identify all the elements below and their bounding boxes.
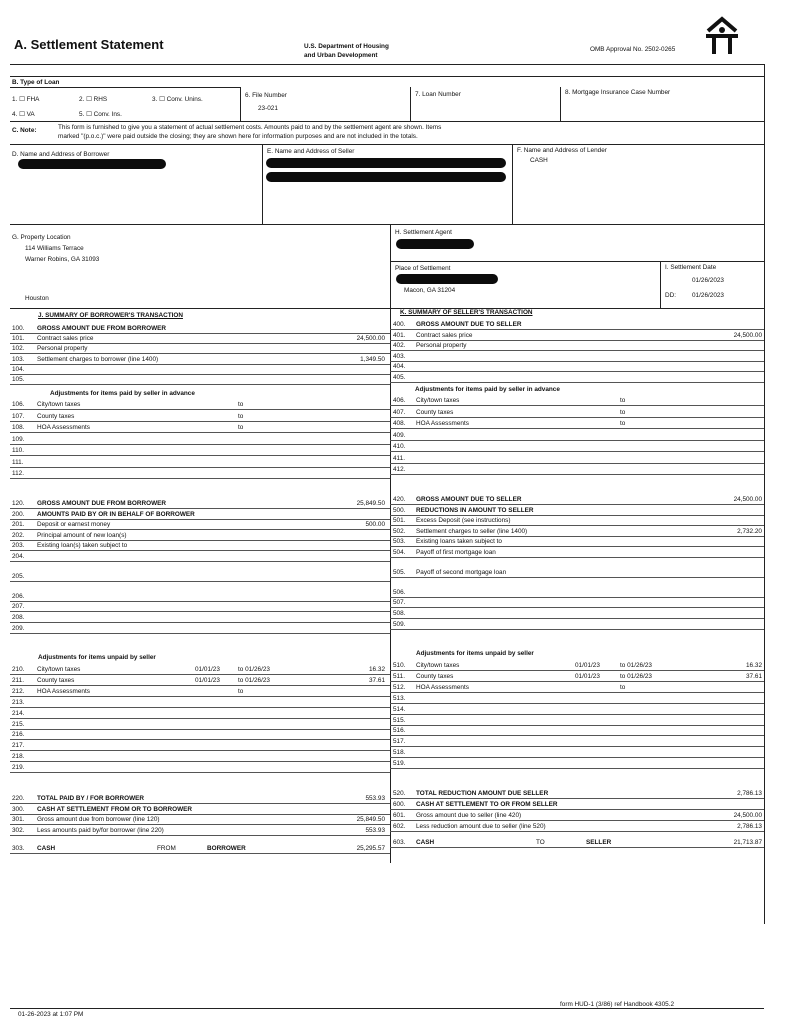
row-number: 104. bbox=[12, 365, 25, 373]
row-label: Less amounts paid by/for borrower (line 220) bbox=[37, 826, 164, 834]
row-from-word: TO bbox=[536, 839, 545, 846]
row-to-date: to bbox=[620, 397, 626, 404]
row-label: County taxes bbox=[416, 408, 454, 416]
adjustments-title: Adjustments for items paid by seller in advance bbox=[50, 390, 195, 398]
row-number: 406. bbox=[393, 397, 406, 404]
row-number: 520. bbox=[393, 790, 406, 797]
lender-label: F. Name and Address of Lender bbox=[517, 147, 607, 154]
row-number: 301. bbox=[12, 816, 25, 823]
row-label: Gross amount due from borrower (line 120) bbox=[37, 816, 160, 823]
row-who: BORROWER bbox=[207, 844, 246, 852]
row-number: 507. bbox=[393, 599, 406, 607]
settlement-date-value: 01/26/2023 bbox=[692, 277, 724, 284]
row-amount: 2,786.13 bbox=[737, 823, 762, 830]
note-label: C. Note: bbox=[12, 127, 37, 134]
row-number: 107. bbox=[12, 412, 25, 420]
row-number: 517. bbox=[393, 738, 406, 746]
row-number: 300. bbox=[12, 805, 25, 813]
file-number-value: 23-021 bbox=[258, 105, 278, 112]
row-number: 106. bbox=[12, 401, 25, 409]
row-number: 217. bbox=[12, 742, 25, 750]
row-number: 506. bbox=[393, 588, 406, 596]
row-to-date: to bbox=[238, 401, 244, 409]
row-number: 203. bbox=[12, 542, 25, 550]
row-number: 102. bbox=[12, 345, 25, 353]
redacted-seller-2 bbox=[266, 172, 506, 182]
row-number: 504. bbox=[393, 548, 406, 556]
row-label: City/town taxes bbox=[37, 666, 81, 673]
row-number: 109. bbox=[12, 435, 25, 443]
row-amount: 1,349.50 bbox=[360, 355, 385, 363]
property-line-3: Houston bbox=[25, 295, 49, 302]
row-number: 402. bbox=[393, 342, 406, 349]
row-to-date: to 01/26/23 bbox=[620, 662, 652, 669]
page-title: A. Settlement Statement bbox=[14, 37, 164, 52]
row-number: 220. bbox=[12, 795, 25, 802]
row-label: Less reduction amount due to seller (line 520) bbox=[416, 823, 546, 830]
row-number: 404. bbox=[393, 363, 406, 370]
type-of-loan-label: B. Type of Loan bbox=[12, 79, 60, 86]
row-number: 408. bbox=[393, 420, 406, 427]
row-label: County taxes bbox=[37, 676, 75, 684]
property-label: G. Property Location bbox=[12, 234, 71, 241]
lender-value: CASH bbox=[530, 157, 548, 164]
row-number: 204. bbox=[12, 552, 25, 560]
row-number: 200. bbox=[12, 510, 25, 518]
row-number: 208. bbox=[12, 614, 25, 621]
borrower-label: D. Name and Address of Borrower bbox=[12, 151, 110, 158]
row-number: 515. bbox=[393, 716, 406, 724]
row-number: 503. bbox=[393, 538, 406, 546]
row-label: AMOUNTS PAID BY OR IN BEHALF OF BORROWER bbox=[37, 510, 195, 518]
row-number: 215. bbox=[12, 720, 25, 728]
settlement-agent-label: H. Settlement Agent bbox=[395, 229, 452, 236]
row-label: Excess Deposit (see instructions) bbox=[416, 517, 511, 524]
row-label: GROSS AMOUNT DUE TO SELLER bbox=[416, 321, 522, 328]
row-number: 509. bbox=[393, 620, 406, 628]
row-amount: 24,500.00 bbox=[733, 812, 762, 819]
row-number: 202. bbox=[12, 531, 25, 539]
row-number: 516. bbox=[393, 727, 406, 735]
row-number: 112. bbox=[12, 470, 24, 478]
row-label: City/town taxes bbox=[416, 662, 460, 669]
row-amount: 25,849.50 bbox=[356, 816, 385, 823]
row-number: 205. bbox=[12, 572, 25, 580]
row-to-date: to bbox=[620, 683, 626, 691]
row-amount: 21,713.87 bbox=[733, 839, 762, 846]
loan-type-rhs[interactable]: 2. ☐ RHS bbox=[79, 96, 108, 103]
row-number: 400. bbox=[393, 321, 406, 328]
row-label: Gross amount due to seller (line 420) bbox=[416, 812, 522, 819]
row-from-date: 01/01/23 bbox=[195, 676, 220, 684]
row-amount: 24,500.00 bbox=[733, 496, 762, 503]
row-number: 514. bbox=[393, 705, 406, 713]
row-label: CASH bbox=[37, 844, 56, 852]
property-line-2: Warner Robins, GA 31093 bbox=[25, 256, 100, 263]
row-number: 211. bbox=[12, 676, 24, 684]
row-number: 201. bbox=[12, 521, 25, 528]
loan-number-label: 7. Loan Number bbox=[415, 91, 461, 98]
seller-summary-title: K. SUMMARY OF SELLER'S TRANSACTION bbox=[400, 309, 533, 316]
dd-value: 01/26/2023 bbox=[692, 292, 724, 299]
footer-timestamp: 01-26-2023 at 1:07 PM bbox=[18, 1011, 84, 1018]
row-label: Personal property bbox=[416, 342, 467, 349]
row-number: 103. bbox=[12, 355, 25, 363]
row-number: 302. bbox=[12, 826, 25, 834]
row-to-date: to bbox=[238, 412, 244, 420]
row-who: SELLER bbox=[586, 839, 612, 846]
loan-type-fha[interactable]: 1. ☐ FHA bbox=[12, 96, 40, 103]
row-label: GROSS AMOUNT DUE FROM BORROWER bbox=[37, 325, 166, 332]
row-number: 207. bbox=[12, 603, 25, 611]
row-number: 214. bbox=[12, 709, 25, 717]
row-number: 600. bbox=[393, 801, 406, 808]
row-number: 411. bbox=[393, 454, 405, 462]
adjustments-title: Adjustments for items paid by seller in advance bbox=[415, 386, 560, 393]
row-number: 206. bbox=[12, 592, 25, 600]
row-from-word: FROM bbox=[157, 844, 176, 852]
row-amount: 25,849.50 bbox=[356, 500, 385, 507]
row-number: 405. bbox=[393, 373, 406, 381]
row-from-date: 01/01/23 bbox=[575, 672, 600, 680]
row-label: Contract sales price bbox=[416, 331, 473, 339]
row-number: 407. bbox=[393, 408, 406, 416]
row-label: GROSS AMOUNT DUE TO SELLER bbox=[416, 496, 522, 503]
row-from-date: 01/01/23 bbox=[575, 662, 600, 669]
row-number: 505. bbox=[393, 568, 406, 576]
row-number: 108. bbox=[12, 424, 25, 432]
redacted-seller-1 bbox=[266, 158, 506, 168]
row-label: CASH AT SETTLEMENT FROM OR TO BORROWER bbox=[37, 805, 193, 813]
row-number: 120. bbox=[12, 500, 25, 507]
row-label: Payoff of second mortgage loan bbox=[416, 568, 507, 576]
row-number: 401. bbox=[393, 331, 406, 339]
row-label: Principal amount of new loan(s) bbox=[37, 531, 127, 539]
row-number: 500. bbox=[393, 506, 406, 514]
row-amount: 2,786.13 bbox=[737, 790, 762, 797]
row-label: HOA Assessments bbox=[37, 687, 90, 695]
row-number: 210. bbox=[12, 666, 25, 673]
settlement-date-label: I. Settlement Date bbox=[665, 264, 717, 271]
loan-type-conv-ins[interactable]: 5. ☐ Conv. Ins. bbox=[79, 111, 122, 118]
row-to-date: to bbox=[620, 408, 626, 416]
row-number: 403. bbox=[393, 352, 406, 360]
loan-type-conv-unins[interactable]: 3. ☐ Conv. Unins. bbox=[152, 96, 203, 103]
row-number: 111. bbox=[12, 458, 24, 466]
adjustments-unpaid-title: Adjustments for items unpaid by seller bbox=[416, 650, 534, 657]
row-number: 219. bbox=[12, 764, 25, 772]
row-number: 105. bbox=[12, 376, 25, 383]
row-label: Settlement charges to seller (line 1400) bbox=[416, 527, 528, 535]
row-amount: 16.32 bbox=[746, 662, 762, 669]
row-amount: 25,295.57 bbox=[356, 844, 385, 852]
redacted-agent bbox=[396, 239, 474, 249]
row-number: 409. bbox=[393, 431, 406, 439]
row-number: 101. bbox=[12, 335, 25, 343]
row-to-date: to bbox=[620, 420, 626, 427]
row-to-date: to bbox=[238, 424, 244, 432]
row-number: 209. bbox=[12, 624, 25, 632]
row-label: HOA Assessments bbox=[416, 683, 469, 691]
row-amount: 500.00 bbox=[365, 521, 385, 528]
mortgage-insurance-label: 8. Mortgage Insurance Case Number bbox=[565, 89, 671, 96]
row-amount: 553.93 bbox=[365, 795, 385, 802]
note-line-1: This form is furnished to give you a statement of actual settlement costs. Amounts paid to and by the settlement agent are shown. Items bbox=[58, 124, 442, 131]
row-label: HOA Assessments bbox=[416, 420, 469, 427]
row-number: 518. bbox=[393, 749, 406, 757]
row-number: 218. bbox=[12, 753, 25, 761]
row-number: 420. bbox=[393, 496, 406, 503]
footer-form: form HUD-1 (3/86) ref Handbook 4305.2 bbox=[560, 1001, 675, 1008]
row-label: Personal property bbox=[37, 345, 88, 353]
place-city: Macon, GA 31204 bbox=[404, 287, 456, 294]
row-label: Deposit or earnest money bbox=[37, 521, 111, 528]
row-number: 512. bbox=[393, 683, 406, 691]
row-label: City/town taxes bbox=[416, 397, 460, 404]
row-to-date: to bbox=[238, 687, 244, 695]
row-to-date: to 01/26/23 bbox=[238, 666, 270, 673]
hud-logo-icon bbox=[702, 14, 742, 56]
redacted-borrower bbox=[18, 159, 166, 169]
row-label: REDUCTIONS IN AMOUNT TO SELLER bbox=[416, 506, 534, 514]
row-label: County taxes bbox=[37, 412, 75, 420]
row-label: County taxes bbox=[416, 672, 454, 680]
row-amount: 2,732.20 bbox=[737, 527, 762, 535]
omb-approval: OMB Approval No. 2502-0265 bbox=[590, 46, 676, 53]
seller-label: E. Name and Address of Seller bbox=[267, 148, 355, 155]
row-number: 303. bbox=[12, 844, 25, 852]
row-label: TOTAL PAID BY / FOR BORROWER bbox=[37, 795, 144, 802]
row-label: CASH AT SETTLEMENT TO OR FROM SELLER bbox=[416, 801, 558, 808]
row-from-date: 01/01/23 bbox=[195, 666, 220, 673]
row-label: CASH bbox=[416, 839, 435, 846]
row-number: 412. bbox=[393, 466, 406, 473]
borrower-summary-title: J. SUMMARY OF BORROWER'S TRANSACTION bbox=[38, 312, 183, 319]
row-amount: 553.93 bbox=[365, 826, 385, 834]
row-number: 100. bbox=[12, 325, 25, 332]
row-number: 502. bbox=[393, 527, 406, 535]
file-number-label: 6. File Number bbox=[245, 92, 287, 99]
note-line-2: marked "(p.o.c.)" were paid outside the closing; they are shown here for information purposes and are not included in the totals. bbox=[58, 133, 418, 140]
row-number: 602. bbox=[393, 823, 406, 830]
row-to-date: to 01/26/23 bbox=[620, 672, 652, 680]
row-number: 510. bbox=[393, 662, 406, 669]
dept-line-2: and Urban Development bbox=[304, 52, 378, 59]
center-divider bbox=[390, 308, 391, 863]
dept-line-1: U.S. Department of Housing bbox=[304, 43, 389, 50]
row-amount: 37.61 bbox=[369, 676, 385, 684]
row-amount: 24,500.00 bbox=[356, 335, 385, 343]
dd-label: DD: bbox=[665, 292, 677, 299]
row-label: Existing loans taken subject to bbox=[416, 538, 502, 546]
row-label: Existing loan(s) taken subject to bbox=[37, 542, 128, 550]
row-label: Contract sales price bbox=[37, 335, 94, 343]
row-number: 508. bbox=[393, 610, 406, 617]
row-label: Settlement charges to borrower (line 1400) bbox=[37, 355, 159, 363]
row-label: HOA Assessments bbox=[37, 424, 90, 432]
row-number: 501. bbox=[393, 517, 406, 524]
row-label: Payoff of first mortgage loan bbox=[416, 548, 496, 556]
row-to-date: to 01/26/23 bbox=[238, 676, 270, 684]
redacted-place bbox=[396, 274, 498, 284]
row-number: 511. bbox=[393, 672, 405, 680]
row-label: TOTAL REDUCTION AMOUNT DUE SELLER bbox=[416, 790, 549, 797]
row-number: 110. bbox=[12, 447, 24, 455]
row-number: 216. bbox=[12, 731, 25, 739]
row-amount: 16.32 bbox=[369, 666, 385, 673]
row-number: 603. bbox=[393, 839, 406, 846]
row-amount: 37.61 bbox=[746, 672, 762, 680]
place-of-settlement-label: Place of Settlement bbox=[395, 265, 451, 272]
row-number: 410. bbox=[393, 443, 406, 450]
row-number: 601. bbox=[393, 812, 406, 819]
row-number: 519. bbox=[393, 760, 406, 768]
row-number: 513. bbox=[393, 694, 406, 702]
row-amount: 24,500.00 bbox=[733, 331, 762, 339]
row-label: City/town taxes bbox=[37, 401, 81, 409]
adjustments-unpaid-title: Adjustments for items unpaid by seller bbox=[38, 654, 156, 661]
row-number: 212. bbox=[12, 687, 25, 695]
row-label: GROSS AMOUNT DUE FROM BORROWER bbox=[37, 500, 166, 507]
loan-type-va[interactable]: 4. ☐ VA bbox=[12, 111, 35, 118]
row-number: 213. bbox=[12, 698, 25, 706]
property-line-1: 114 Williams Terrace bbox=[25, 245, 84, 252]
